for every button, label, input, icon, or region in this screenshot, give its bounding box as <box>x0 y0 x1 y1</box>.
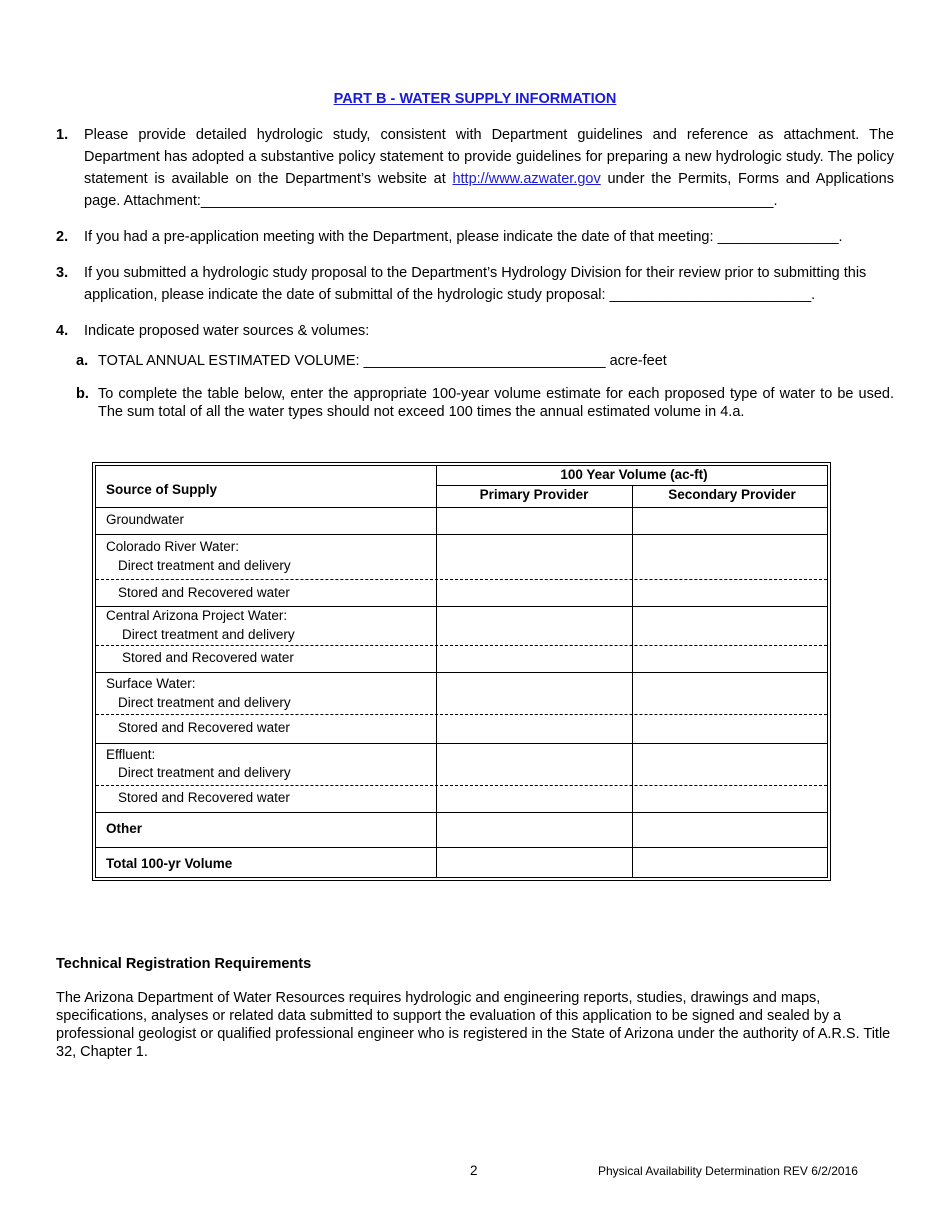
column-divider <box>632 485 633 877</box>
row-effluent-direct: Direct treatment and delivery <box>118 765 291 780</box>
question-text <box>84 262 894 306</box>
sub-letter: b. <box>76 386 89 402</box>
row-divider <box>96 534 827 535</box>
question-number: 1. <box>56 127 69 143</box>
row-divider-dashed <box>96 579 827 580</box>
row-cap-direct: Direct treatment and delivery <box>122 627 295 642</box>
azwater-link[interactable]: http://www.azwater.gov <box>452 171 601 187</box>
row-colorado-river-water: Colorado River Water: <box>106 539 240 554</box>
question-4a-text <box>98 352 894 370</box>
header-source-of-supply: Source of Supply <box>106 482 218 497</box>
row-divider-dashed <box>96 785 827 786</box>
question-4b-text: To complete the table below, enter the appropriate 100-year volume estimate for each proposed type of water to be used. The sum total of all the water types should not exceed 100 times the annual estimated volume in 4.a. <box>98 386 894 420</box>
question-text <box>84 226 894 248</box>
row-surface-stored: Stored and Recovered water <box>118 720 290 735</box>
row-divider <box>96 507 827 508</box>
question-4a <box>76 352 894 370</box>
row-colorado-direct: Direct treatment and delivery <box>118 558 291 573</box>
row-divider-dashed <box>96 714 827 715</box>
question-1-text: Please provide detailed hydrologic study, consistent with Department guidelines and reference as attachment. The Department has adopted a substantive policy statement to provide guidelines for preparing a new hydrologic study. The policy statement is available on the Department’s website at <box>84 127 894 187</box>
total-volume-label: TOTAL ANNUAL ESTIMATED VOLUME: <box>98 353 364 369</box>
question-4 <box>56 320 894 342</box>
total-volume-field[interactable]: ______________________________ <box>363 353 606 369</box>
question-number: 3. <box>56 265 69 281</box>
attachment-field[interactable]: _______________________________________________________________________. <box>200 193 778 209</box>
question-4b <box>76 385 894 421</box>
header-secondary-provider: Secondary Provider <box>668 487 796 502</box>
question-number: 4. <box>56 323 69 339</box>
row-divider-dashed <box>96 645 827 646</box>
row-divider <box>96 743 827 744</box>
table-inner <box>95 465 828 878</box>
row-effluent: Effluent: <box>106 747 156 762</box>
proposal-date-field[interactable]: _________________________. <box>609 287 816 303</box>
row-surface-direct: Direct treatment and delivery <box>118 695 291 710</box>
row-effluent-stored: Stored and Recovered water <box>118 790 290 805</box>
question-number: 2. <box>56 229 69 245</box>
row-other: Other <box>106 821 143 836</box>
row-surface-water: Surface Water: <box>106 676 196 691</box>
question-text <box>84 124 894 212</box>
unit-label: acre-feet <box>605 353 667 369</box>
row-groundwater: Groundwater <box>106 512 185 527</box>
question-1-text-continued: under the Permits, Forms and Applications page. Attachment: <box>84 171 894 209</box>
row-colorado-stored: Stored and Recovered water <box>118 585 290 600</box>
revision-label: Physical Availability Determination REV 6/2/2016 <box>598 1164 858 1178</box>
question-text: Indicate proposed water sources & volumes: <box>84 323 370 339</box>
question-3 <box>56 262 894 306</box>
row-cap-water: Central Arizona Project Water: <box>106 608 288 623</box>
row-total-volume: Total 100-yr Volume <box>106 856 233 871</box>
water-volume-table <box>92 462 831 881</box>
section-paragraph: The Arizona Department of Water Resources requires hydrologic and engineering reports, studies, drawings and maps, specifications, analyses or related data submitted to support the evaluation of this application to be signed and sealed by a professional geologist or qualified professional engineer who is registered in the State of Arizona under the authority of A.R.S. Title 32, Chapter 1. <box>56 990 891 1060</box>
row-divider <box>96 847 827 848</box>
question-2-text: If you had a pre-application meeting with the Department, please indicate the date of that meeting: <box>84 229 718 245</box>
row-cap-stored: Stored and Recovered water <box>122 650 294 665</box>
header-primary-provider: Primary Provider <box>479 487 589 502</box>
header-100-year-volume: 100 Year Volume (ac-ft) <box>560 467 708 482</box>
page-title: PART B - WATER SUPPLY INFORMATION <box>333 91 617 107</box>
section-heading: Technical Registration Requirements <box>56 956 312 972</box>
page-number: 2 <box>470 1163 478 1178</box>
question-2 <box>56 226 894 248</box>
meeting-date-field[interactable]: _______________. <box>717 229 843 245</box>
question-1 <box>56 124 894 212</box>
row-divider <box>96 672 827 673</box>
sub-letter: a. <box>76 353 89 369</box>
row-divider <box>96 812 827 813</box>
question-3-text: If you submitted a hydrologic study proposal to the Department’s Hydrology Division for their review prior to submitting this application, please indicate the date of submittal of the hydrologic study proposal: <box>84 265 867 303</box>
